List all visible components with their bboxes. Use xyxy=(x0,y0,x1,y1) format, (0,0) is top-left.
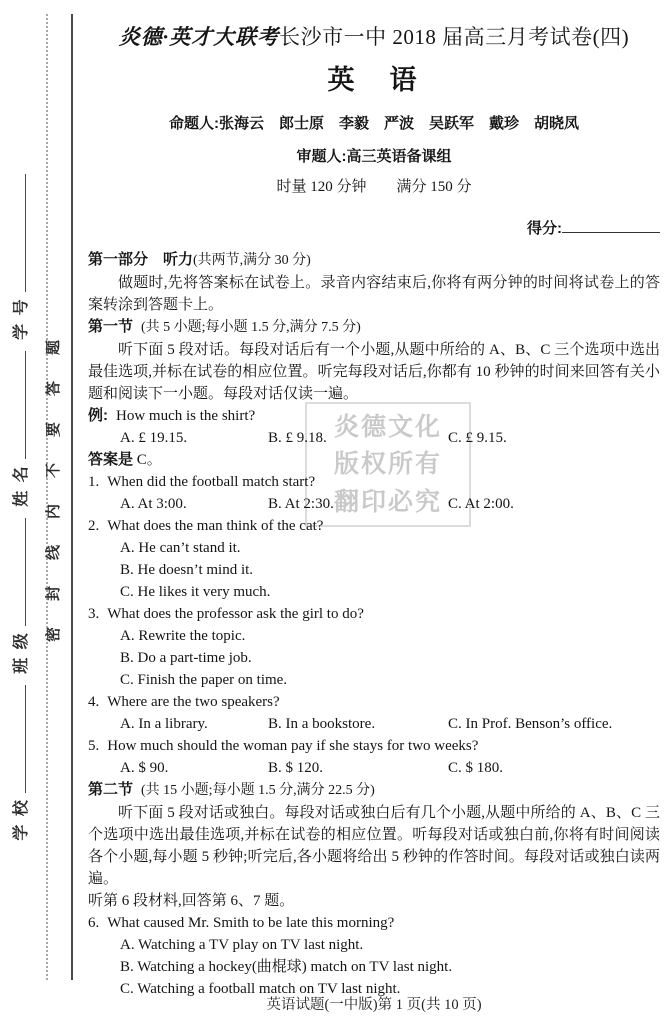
option: A. At 3:00. xyxy=(120,496,187,512)
question-number: 6. xyxy=(88,915,100,931)
option: B. He doesn’t mind it. xyxy=(120,562,254,578)
field-school-label: 学 校 xyxy=(13,798,30,841)
field-class-label: 班 级 xyxy=(13,631,30,674)
question-1 xyxy=(88,471,660,493)
question-4-options xyxy=(88,713,660,735)
exam-title-rest: 长沙市一中 2018 届高三月考试卷(四) xyxy=(279,25,630,49)
duration-line: 时量 120 分钟 满分 150 分 xyxy=(276,179,472,195)
option: C. In Prof. Benson’s office. xyxy=(448,716,613,732)
question-5 xyxy=(88,735,660,757)
option: A. £ 19.15. xyxy=(120,430,188,446)
exam-title-brand: 炎德·英才大联考 xyxy=(118,25,280,49)
option: A. In a library. xyxy=(120,716,208,732)
option: C. $ 180. xyxy=(448,760,504,776)
question-text: When did the football match start? xyxy=(107,474,316,490)
score-row xyxy=(88,219,660,239)
material-note: 听第 6 段材料,回答第 6、7 题。 xyxy=(88,893,295,909)
option: B. In a bookstore. xyxy=(268,716,376,732)
option: A. He can’t stand it. xyxy=(120,540,241,556)
question-4 xyxy=(88,691,660,713)
student-info-fields xyxy=(8,120,40,890)
field-name-blank xyxy=(13,351,26,459)
question-text: Where are the two speakers? xyxy=(107,694,280,710)
section1-heading: 第一节 (共 5 小题;每小题 1.5 分,满分 7.5 分) xyxy=(88,318,361,335)
watermark-line: 炎德文化 xyxy=(333,412,442,441)
option: C. At 2:00. xyxy=(448,496,514,512)
subject-title: 英 语 xyxy=(327,65,421,95)
question-number: 5. xyxy=(88,738,100,754)
example-question-text: How much is the shirt? xyxy=(116,408,256,424)
example-answer-note: 答案是 C。 xyxy=(88,451,162,468)
example-options-row xyxy=(88,427,660,449)
score-blank xyxy=(562,219,660,233)
section2-heading: 第二节 (共 15 小题;每小题 1.5 分,满分 22.5 分) xyxy=(88,781,375,798)
question-text: How much should the woman pay if she stays for two weeks? xyxy=(107,738,479,754)
section2-instructions: 听下面 5 段对话或独白。每段对话或独白后有几个小题,从题中所给的 A、B、C 三个选项中选出最佳选项,并标在试卷的相应位置。听每段对话或独白前,你将有时间阅读各个小题,每小题 5 秒钟;听完后,各小题将给出 5 秒钟的作答时间。每段对话或独白读两遍。 xyxy=(88,805,660,887)
page-footer: 英语试题(一中版)第 1 页(共 10 页) xyxy=(266,997,482,1013)
option: C. Watching a football match on TV last night. xyxy=(120,981,401,997)
option: C. £ 9.15. xyxy=(448,430,507,446)
question-text: What caused Mr. Smith to be late this morning? xyxy=(107,915,395,931)
part1-heading: 第一部分 听力(共两节,满分 30 分) xyxy=(88,251,311,268)
question-number: 3. xyxy=(88,606,100,622)
section1-instructions: 听下面 5 段对话。每段对话后有一个小题,从题中所给的 A、B、C 三个选项中选出最佳选项,并标在试卷的相应位置。听完每段对话后,你都有 10 秒钟的时间来回答有关小题和阅读下一小题。每段对话仅读一遍。 xyxy=(88,342,660,402)
seal-line-text: 密封线内不要答题 xyxy=(45,314,62,643)
example-question-line xyxy=(88,405,660,427)
option: A. $ 90. xyxy=(120,760,169,776)
question-number: 4. xyxy=(88,694,100,710)
score-label: 得分: xyxy=(527,220,562,237)
field-studentid-label: 学 号 xyxy=(13,297,30,340)
option: B. $ 120. xyxy=(268,760,324,776)
exam-title xyxy=(88,22,660,52)
exam-content xyxy=(88,22,660,1000)
question-6 xyxy=(88,912,660,934)
option: B. At 2:30. xyxy=(268,496,334,512)
option: A. Rewrite the topic. xyxy=(120,628,246,644)
setters-line: 命题人:张海云 郎士原 李毅 严波 吴跃军 戴珍 胡晓凤 xyxy=(169,115,579,132)
option: B. £ 9.18. xyxy=(268,430,327,446)
listening-section xyxy=(88,249,660,1000)
question-3 xyxy=(88,603,660,625)
field-school-blank xyxy=(13,685,26,793)
option: B. Watching a hockey(曲棍球) match on TV last night. xyxy=(120,959,453,975)
option: A. Watching a TV play on TV last night. xyxy=(120,937,364,953)
question-number: 2. xyxy=(88,518,100,534)
field-studentid-blank xyxy=(13,174,26,292)
question-text: What does the man think of the cat? xyxy=(107,518,324,534)
watermark-line: 版权所有 xyxy=(333,450,442,479)
question-2 xyxy=(88,515,660,537)
field-name-label: 姓 名 xyxy=(13,464,30,507)
question-5-options xyxy=(88,757,660,779)
question-1-options xyxy=(88,493,660,515)
part1-instructions: 做题时,先将答案标在试卷上。录音内容结束后,你将有两分钟的时间将试卷上的答案转涂到答题卡上。 xyxy=(88,275,660,313)
field-class-blank xyxy=(13,518,26,626)
question-text: What does the professor ask the girl to do? xyxy=(107,606,364,622)
question-number: 1. xyxy=(88,474,100,490)
option: C. He likes it very much. xyxy=(120,584,271,600)
watermark-line: 翻印必究 xyxy=(333,488,442,517)
option: C. Finish the paper on time. xyxy=(120,672,288,688)
option: B. Do a part-time job. xyxy=(120,650,252,666)
reviewers-line: 审题人:高三英语备课组 xyxy=(296,148,452,165)
example-label: 例: xyxy=(88,407,108,424)
